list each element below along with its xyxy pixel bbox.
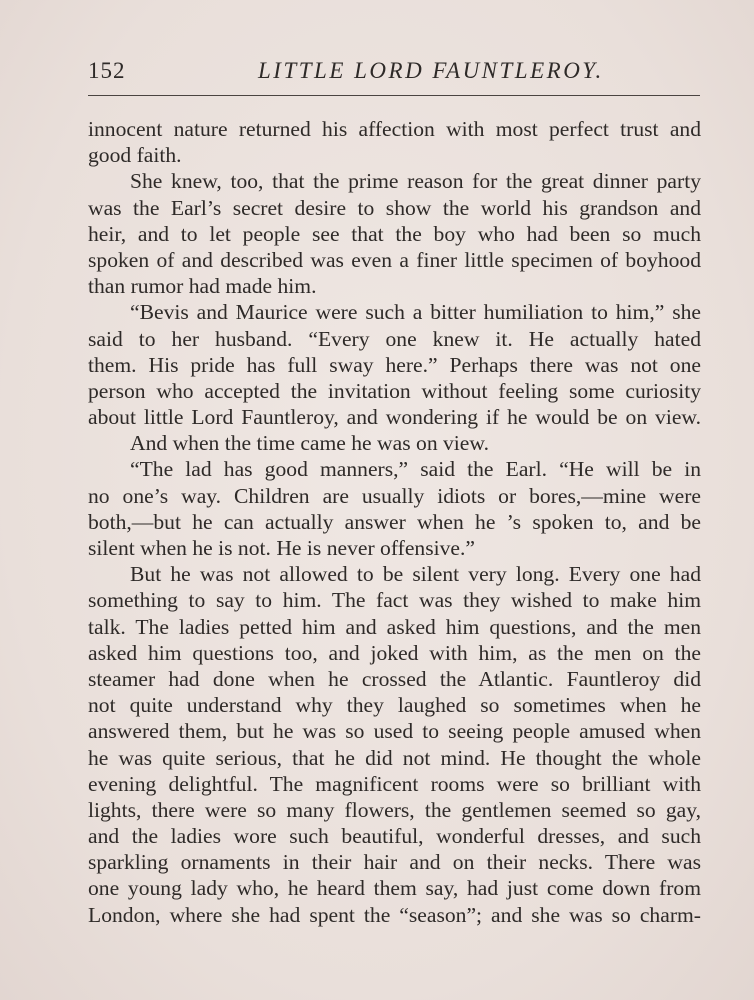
text-line: about little Lord Fauntleroy, and wondering if he would be on view. [88, 405, 701, 430]
text-line: than rumor had made him. [88, 274, 317, 299]
text-line: and the ladies wore such beautiful, wonderful dresses, and such [88, 824, 701, 849]
text-line: something to say to him. The fact was they wished to make him [88, 588, 701, 613]
body-text [88, 116, 701, 928]
text-line: innocent nature returned his affection with most perfect trust and [88, 117, 701, 141]
text-line: no one’s way. Children are usually idiots or bores,—mine were [88, 483, 701, 508]
text-line: not quite understand why they laughed so sometimes when he [88, 693, 701, 718]
text-line: London, where she had spent the “season”; and she was so charm- [88, 902, 701, 927]
text-line: sparkling ornaments in their hair and on their necks. There was [88, 850, 701, 875]
text-line: one young lady who, he heard them say, had just come down from [88, 876, 701, 901]
running-title: LITTLE LORD FAUNTLEROY. [258, 58, 604, 83]
text-line: spoken of and described was even a finer little specimen of boyhood [88, 247, 701, 272]
page-header [88, 58, 700, 88]
text-line: lights, there were so many flowers, the gentlemen seemed so gay, [88, 797, 701, 822]
text-line: he was quite serious, that he did not mind. He thought the whole [88, 745, 701, 770]
text-line: She knew, too, that the prime reason for the great dinner party [130, 169, 701, 194]
text-line: was the Earl’s secret desire to show the world his grandson and [88, 195, 701, 220]
text-line: And when the time came he was on view. [130, 431, 489, 456]
text-line: But he was not allowed to be silent very long. Every one had [130, 562, 701, 587]
text-line: heir, and to let people see that the boy who had been so much [88, 221, 701, 246]
text-line: talk. The ladies petted him and asked him questions, and the men [88, 614, 701, 639]
page-number: 152 [88, 58, 126, 83]
text-line: person who accepted the invitation without feeling some curiosity [88, 378, 701, 403]
text-line: said to her husband. “Every one knew it. He actually hated [88, 326, 701, 351]
text-line: silent when he is not. He is never offensive.” [88, 536, 475, 560]
text-line: asked him questions too, and joked with him, as the men on the [88, 640, 701, 665]
text-line: good faith. [88, 143, 182, 168]
header-rule [88, 95, 700, 96]
text-line: them. His pride has full sway here.” Perhaps there was not one [88, 352, 701, 377]
text-line: evening delightful. The magnificent rooms were so brilliant with [88, 771, 701, 796]
text-line: answered them, but he was so used to seeing people amused when [88, 719, 701, 744]
text-line: steamer had done when he crossed the Atlantic. Fauntleroy did [88, 666, 701, 691]
text-line: “The lad has good manners,” said the Earl. “He will be in [130, 457, 701, 482]
text-line: “Bevis and Maurice were such a bitter humiliation to him,” she [130, 300, 701, 325]
text-line: both,—but he can actually answer when he ’s spoken to, and be [88, 509, 701, 534]
